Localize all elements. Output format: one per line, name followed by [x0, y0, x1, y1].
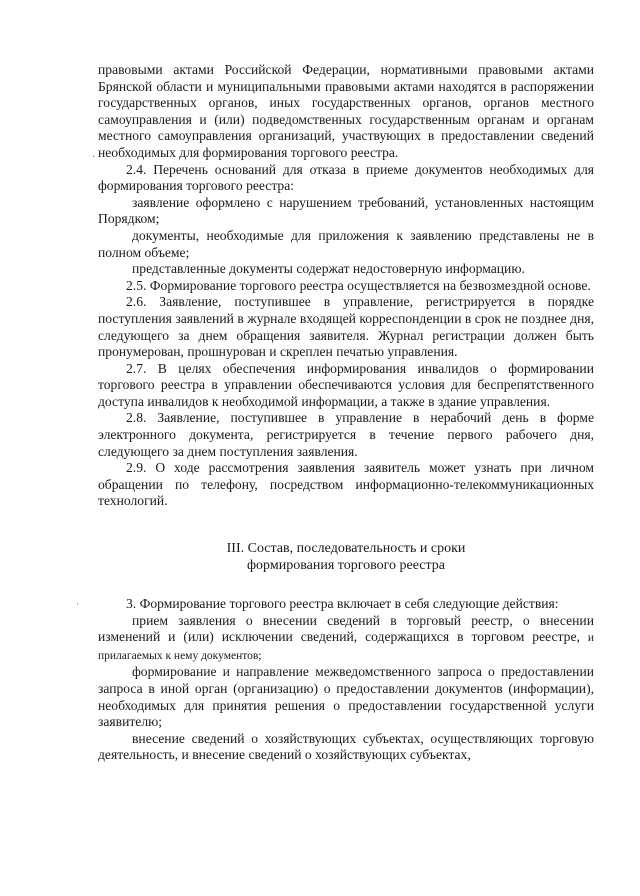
section-heading-line-2: формирования торгового реестра	[246, 558, 445, 574]
section-heading-line-1: III. Состав, последовательность и сроки	[226, 541, 466, 557]
list-item-refusal-2: документы, необходимые для приложения к заявлению представлены не в полном объеме;	[98, 227, 594, 260]
list-item-action-1-text: прием заявления о внесении сведений в торговый реестр, о внесении изменений и (или) исключении сведений, содержащихся в торговом реестре,	[98, 612, 594, 645]
paragraph-2-8: 2.8. Заявление, поступившее в управление в нерабочий день в форме электронного документа, регистрируется в течение первого рабочего дня, следующего за днем поступления заявления.	[98, 410, 594, 459]
margin-mark: ˈ	[76, 602, 80, 613]
list-item-refusal-1: заявление оформлено с нарушением требований, установленных настоящим Порядком;	[98, 194, 594, 227]
list-item-action-2: формирование и направление межведомственного запроса о предоставлении запроса в иной орган (организацию) о предоставлении документов (информации), необходимых для принятия решения о предоставлении государственной услуги заявителю;	[98, 664, 594, 730]
paragraph-continuation: правовыми актами Российской Федерации, нормативными правовыми актами Брянской области и муниципальными правовыми актами находятся в распоряжении государственных органов, иных государственных органов, органов местного самоуправления и (или) подведомственных государственным органам и органам местного самоуправления организаций, участвующих в предоставлении сведений необходимых для формирования торгового реестра.	[98, 62, 594, 160]
margin-mark: ·	[92, 152, 96, 163]
list-item-refusal-3: представленные документы содержат недостоверную информацию.	[132, 261, 525, 277]
paragraph-3: 3. Формирование торгового реестра включает в себя следующие действия:	[126, 596, 559, 612]
paragraph-2-7: 2.7. В целях обеспечения информирования инвалидов о формировании торгового реестра в управлении обеспечиваются условия для беспрепятственного доступа инвалидов к необходимой информации, а также в здание управления.	[98, 360, 594, 409]
list-item-action-1-small-text: и прилагаемых к нему документов;	[98, 632, 594, 662]
list-item-action-3: внесение сведений о хозяйствующих субъектах, осуществляющих торговую деятельность, и внесение сведений о хозяйствующих субъектах,	[98, 730, 594, 763]
paragraph-2-6: 2.6. Заявление, поступившее в управление, регистрируется в порядке поступления заявлений в журнале входящей корреспонденции в срок не позднее дня, следующего за днем обращения заявителя. Журнал регистрации должен быть пронумерован, прошнурован и скреплен печатью управления.	[98, 294, 594, 360]
paragraph-2-5: 2.5. Формирование торгового реестра осуществляется на безвозмездной основе.	[126, 277, 591, 293]
list-item-action-1	[98, 613, 594, 665]
section-heading	[98, 540, 594, 574]
paragraph-2-9: 2.9. О ходе рассмотрения заявления заявитель может узнать при личном обращении по телефону, посредством информационно-телекоммуникационных технологий.	[98, 460, 594, 509]
paragraph-2-4: 2.4. Перечень оснований для отказа в приеме документов необходимых для формирования торгового реестра:	[98, 161, 594, 194]
